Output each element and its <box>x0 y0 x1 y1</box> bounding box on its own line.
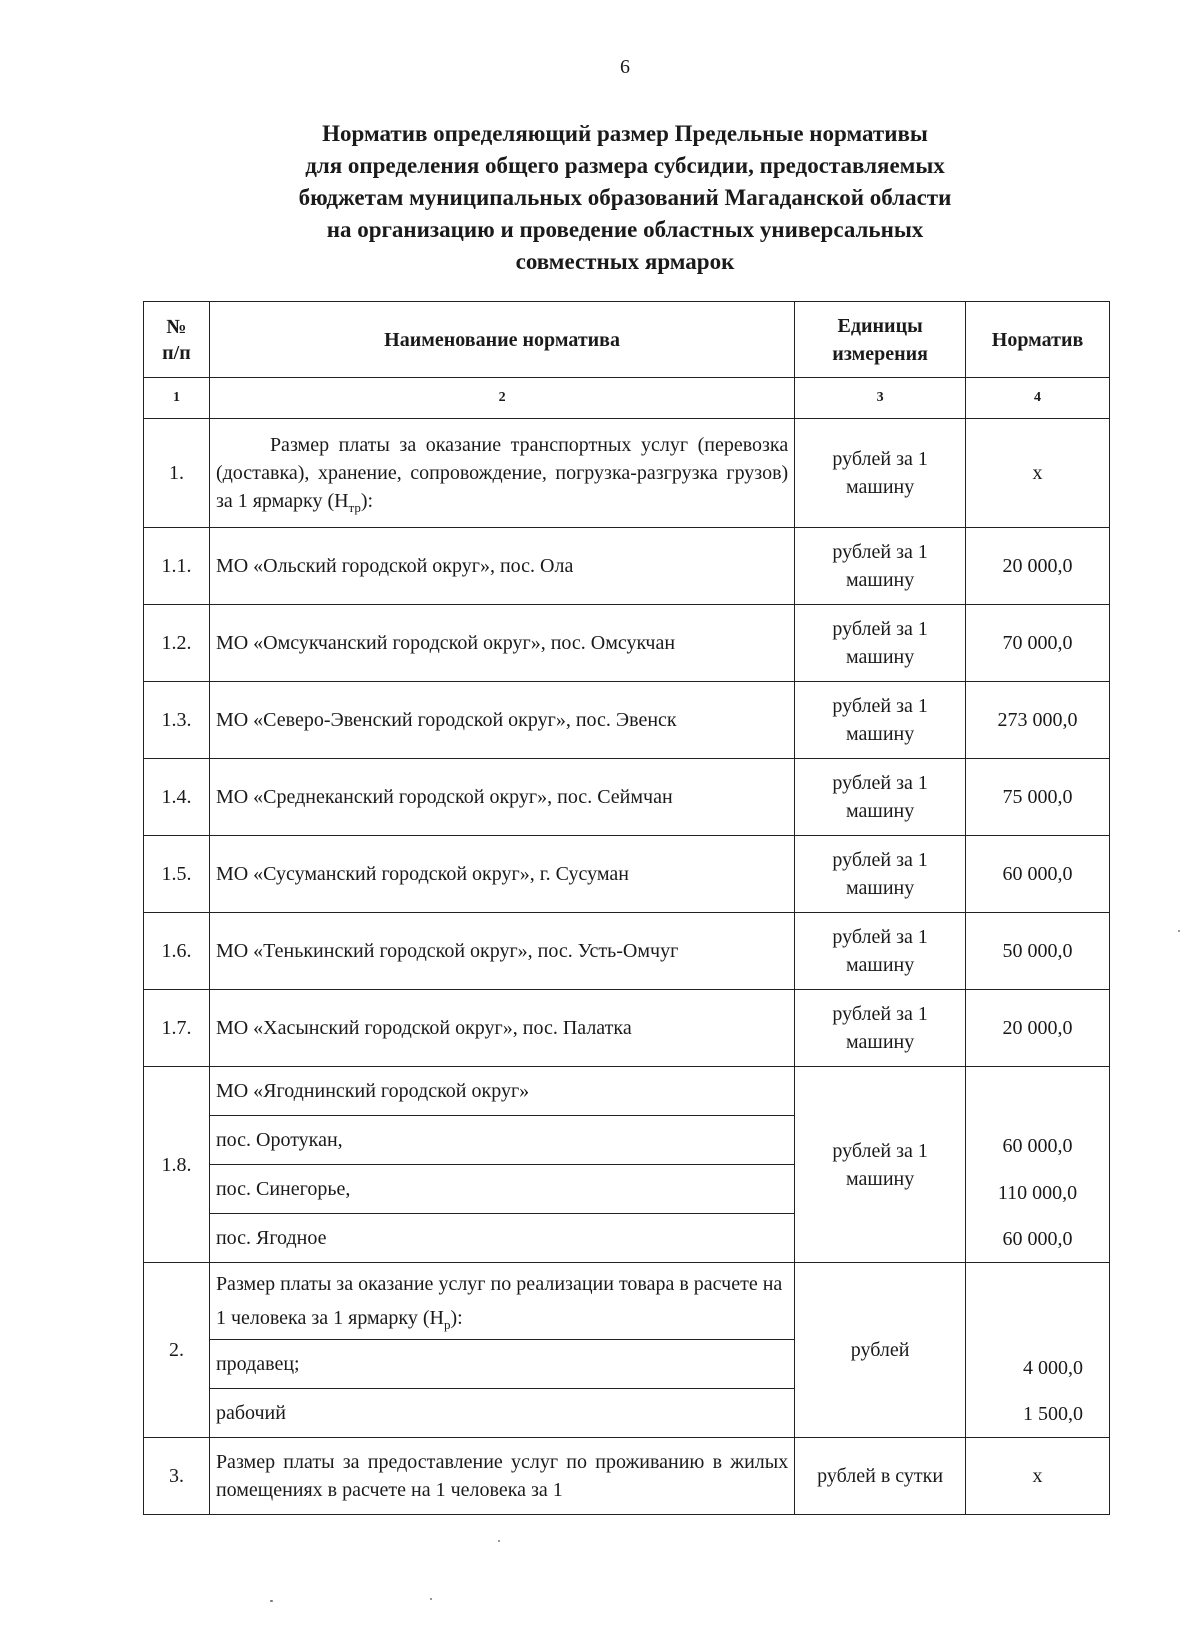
row-value: 70 000,0 <box>966 605 1110 682</box>
row-name: продавец; <box>209 1340 794 1389</box>
table-row <box>144 419 1110 528</box>
row-unit: рублей за 1 машину <box>795 759 966 836</box>
header-number: № п/п <box>144 302 210 378</box>
row-value: 20 000,0 <box>966 990 1110 1067</box>
row-value-stack <box>966 1067 1110 1263</box>
row-unit: рублей за 1 машину <box>795 419 966 528</box>
table-row <box>144 836 1110 913</box>
row-name: Размер платы за предоставление услуг по проживанию в жилых помещениях в расчете на 1 человека за 1 <box>209 1438 794 1515</box>
table-row <box>144 913 1110 990</box>
row-value: 273 000,0 <box>966 682 1110 759</box>
scan-speck <box>430 1598 432 1600</box>
row-name: пос. Ягодное <box>209 1214 794 1263</box>
row-value: 60 000,0 <box>1002 1228 1073 1250</box>
table-row <box>144 1438 1110 1515</box>
row-value: 60 000,0 <box>966 836 1110 913</box>
title-line: для определения общего размера субсидии, предоставляемых <box>305 153 945 178</box>
row-name: рабочий <box>209 1389 794 1438</box>
row-unit: рублей <box>795 1263 966 1438</box>
row-name: пос. Оротукан, <box>209 1116 794 1165</box>
row-value: 50 000,0 <box>966 913 1110 990</box>
row-unit: рублей в сутки <box>795 1438 966 1515</box>
row-name: МО «Омсукчанский городской округ», пос. Омсукчан <box>209 605 794 682</box>
row-value: 4 000,0 <box>1023 1357 1083 1379</box>
row-unit: рублей за 1 машину <box>795 836 966 913</box>
row-name: МО «Ягоднинский городской округ» <box>209 1067 794 1116</box>
header-name: Наименование норматива <box>209 302 794 378</box>
row-unit: рублей за 1 машину <box>795 605 966 682</box>
row-number: 1.7. <box>144 990 210 1067</box>
row-unit: рублей за 1 машину <box>795 528 966 605</box>
table-row <box>144 682 1110 759</box>
row-name: Размер платы за оказание услуг по реализации товара в расчете на 1 человека за 1 ярмарку $(Н_р)$: <box>209 1263 794 1340</box>
row-number: 1.1. <box>144 528 210 605</box>
table-row <box>144 1263 1110 1340</box>
row-number: 1.6. <box>144 913 210 990</box>
row-number: 1.3. <box>144 682 210 759</box>
row-number: 1.4. <box>144 759 210 836</box>
row-number: 1.2. <box>144 605 210 682</box>
row-value: 60 000,0 <box>1002 1135 1073 1157</box>
row-value-stack <box>966 1263 1110 1438</box>
row-value: х <box>966 1438 1110 1515</box>
column-number: 4 <box>966 378 1110 419</box>
row-number: 3. <box>144 1438 210 1515</box>
row-unit: рублей за 1 машину <box>795 1067 966 1263</box>
title-line: бюджетам муниципальных образований Магаданской области <box>298 185 952 210</box>
table-row <box>144 528 1110 605</box>
row-name: МО «Тенькинский городской округ», пос. Усть-Омчуг <box>209 913 794 990</box>
row-number: 1. <box>144 419 210 528</box>
document-title <box>200 118 1050 278</box>
row-name: МО «Среднеканский городской округ», пос. Сеймчан <box>209 759 794 836</box>
row-value: 110 000,0 <box>997 1182 1078 1204</box>
scan-speck <box>498 1540 500 1542</box>
row-name: МО «Северо-Эвенский городской округ», пос. Эвенск <box>209 682 794 759</box>
title-line: на организацию и проведение областных универсальных <box>326 217 924 242</box>
title-line: Норматив определяющий размер Предельные нормативы <box>322 121 928 146</box>
scan-speck <box>1178 930 1180 932</box>
row-unit: рублей за 1 машину <box>795 682 966 759</box>
scan-speck <box>270 1600 273 1602</box>
row-unit: рублей за 1 машину <box>795 990 966 1067</box>
table-row <box>144 1067 1110 1116</box>
header-value: Норматив <box>966 302 1110 378</box>
row-name: МО «Сусуманский городской округ», г. Сусуман <box>209 836 794 913</box>
table-row <box>144 759 1110 836</box>
table-header-row <box>144 302 1110 378</box>
column-number-row <box>144 378 1110 419</box>
row-unit: рублей за 1 машину <box>795 913 966 990</box>
row-name: МО «Хасынский городской округ», пос. Палатка <box>209 990 794 1067</box>
row-name: МО «Ольский городской округ», пос. Ола <box>209 528 794 605</box>
row-value: 1 500,0 <box>1023 1403 1083 1425</box>
row-name: Размер платы за оказание транспортных услуг (перевозка (доставка), хранение, сопровождение, погрузка-разгрузка грузов) за 1 ярмарку $(Н_{тр})$: <box>209 419 794 528</box>
page-number: 6 <box>620 56 630 78</box>
column-number: 2 <box>209 378 794 419</box>
column-number: 3 <box>795 378 966 419</box>
row-number: 1.5. <box>144 836 210 913</box>
row-number: 2. <box>144 1263 210 1438</box>
row-value: х <box>966 419 1110 528</box>
table-row <box>144 990 1110 1067</box>
row-value: 75 000,0 <box>966 759 1110 836</box>
header-unit: Единицы измерения <box>795 302 966 378</box>
normative-table <box>143 301 1110 1515</box>
row-value: 20 000,0 <box>966 528 1110 605</box>
table-row <box>144 605 1110 682</box>
column-number: 1 <box>144 378 210 419</box>
title-line: совместных ярмарок <box>515 249 735 274</box>
row-number: 1.8. <box>144 1067 210 1263</box>
row-name: пос. Синегорье, <box>209 1165 794 1214</box>
